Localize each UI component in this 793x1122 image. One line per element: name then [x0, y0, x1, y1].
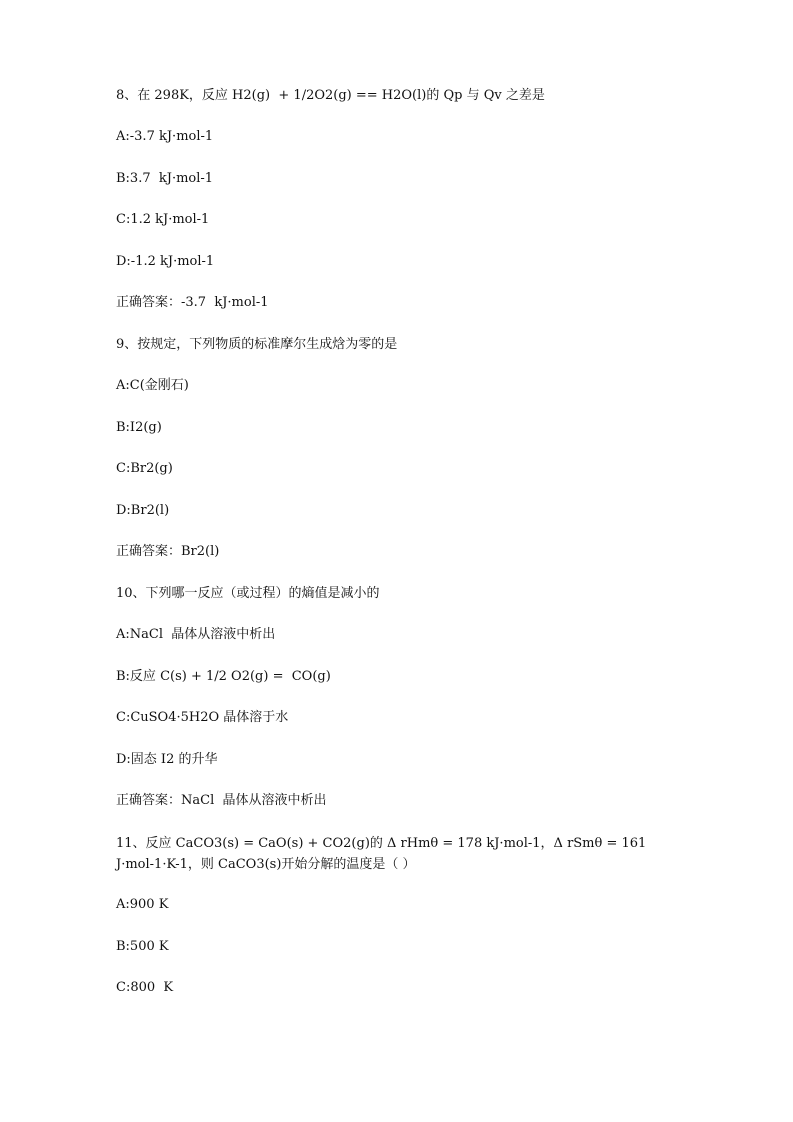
option-a: A:NaCl 晶体从溶液中析出 [116, 627, 276, 642]
question-stem: 9、按规定，下列物质的标准摩尔生成焓为零的是 [116, 337, 398, 352]
option-c: C:800 K [116, 980, 174, 995]
option-d: D:固态 I2 的升华 [116, 752, 218, 767]
option-a: A:C(金刚石) [116, 378, 189, 393]
option-b: B:I2(g) [116, 420, 162, 435]
option-a: A:-3.7 kJ·mol-1 [116, 129, 214, 144]
option-c: C:Br2(g) [116, 461, 173, 476]
question-stem: 8、在 298K，反应 H2(g) + 1/2O2(g) == H2O(l)的 Qp 与 Qv 之差是 [116, 88, 545, 103]
question-stem: 10、下列哪一反应（或过程）的熵值是减小的 [116, 586, 380, 601]
option-d: D:-1.2 kJ·mol-1 [116, 254, 215, 269]
question-stem: 11、反应 CaCO3(s) = CaO(s) + CO2(g)的 Δ rHmθ = 178 kJ·mol-1，Δ rSmθ = 161 J·mol-1·K-1，则 CaCO3(s)开始分解的温度是（ ） [116, 836, 647, 872]
option-c: C:CuSO4·5H2O 晶体溶于水 [116, 710, 289, 725]
correct-answer: 正确答案：NaCl 晶体从溶液中析出 [116, 793, 327, 808]
correct-answer: 正确答案：Br2(l) [116, 544, 220, 559]
option-b: B:反应 C(s) + 1/2 O2(g) = CO(g) [116, 669, 331, 684]
option-c: C:1.2 kJ·mol-1 [116, 212, 210, 227]
correct-answer: 正确答案：-3.7 kJ·mol-1 [116, 295, 269, 310]
option-b: B:500 K [116, 939, 169, 954]
option-d: D:Br2(l) [116, 503, 170, 518]
option-b: B:3.7 kJ·mol-1 [116, 171, 214, 186]
option-a: A:900 K [116, 897, 169, 912]
